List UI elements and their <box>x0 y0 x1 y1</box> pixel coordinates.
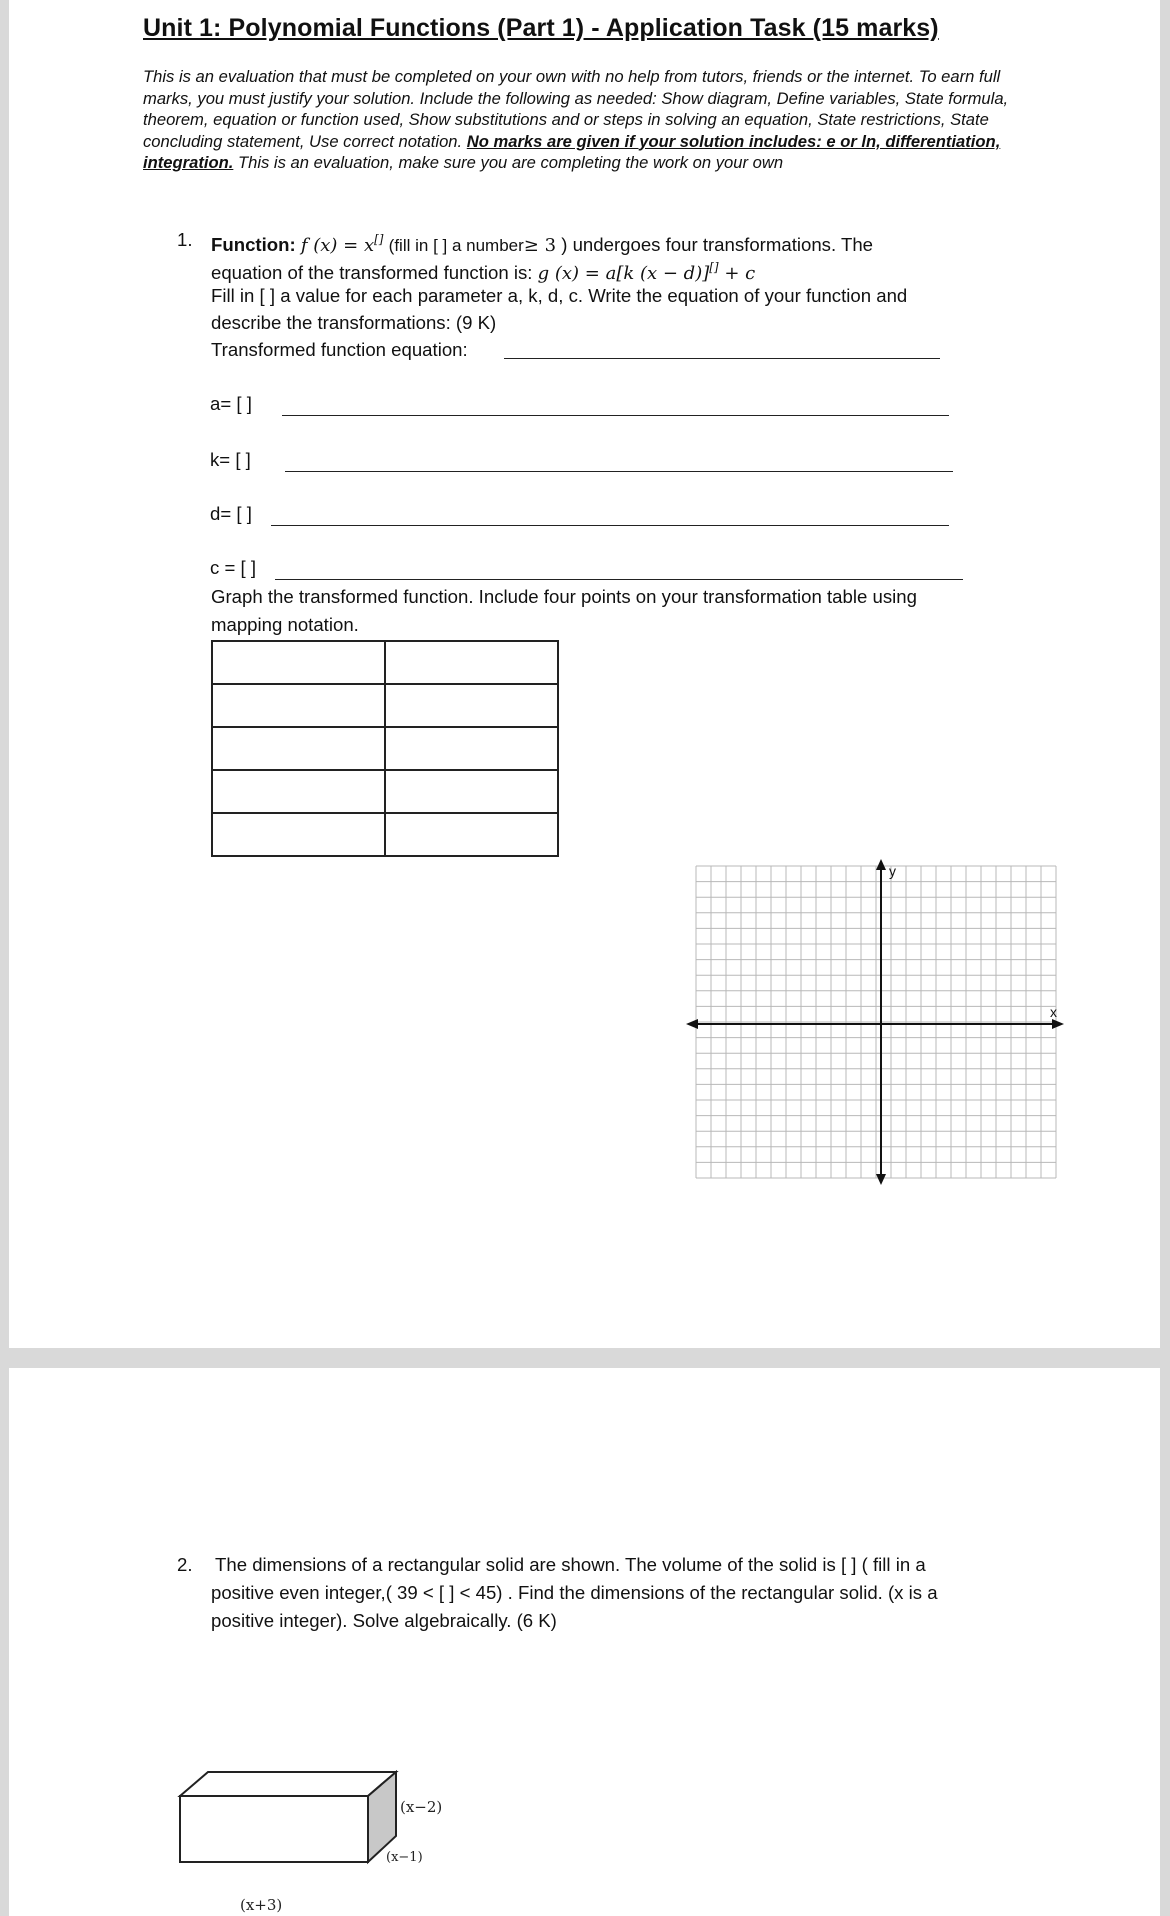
grid-lines <box>696 866 1056 1178</box>
table-cell[interactable] <box>212 813 385 856</box>
param-a-label: a= [ ] <box>210 393 252 414</box>
fill-note: (fill in [ ] a number <box>388 236 524 255</box>
y-axis-up-arrow <box>876 859 886 870</box>
param-d-answer-line[interactable] <box>271 525 949 526</box>
table-row <box>212 684 558 727</box>
question-2-line-3: positive integer). Solve algebraically. (6 K) <box>211 1610 557 1631</box>
graph-instructions-line-2: mapping notation. <box>211 614 359 635</box>
question-1-line-3: Fill in [ ] a value for each parameter a, k, d, c. Write the equation of your function and <box>211 285 908 306</box>
greater-equal-three: ≥ 3 <box>523 235 557 256</box>
f-expression: f (x) = x <box>300 235 375 256</box>
dimension-length: (x+3) <box>240 1896 283 1914</box>
table-cell[interactable] <box>385 813 558 856</box>
question-1-number: 1. <box>177 229 193 250</box>
g-expression: g (x) = a[k (x − d)] <box>537 263 710 284</box>
solid-top-face <box>180 1772 396 1796</box>
g-exponent: [] <box>709 260 719 274</box>
question-2-number: 2. <box>177 1554 193 1575</box>
fill-note-end: ) undergoes four transformations. The <box>561 234 873 255</box>
transformed-equation-answer-line[interactable] <box>504 358 940 359</box>
table-cell[interactable] <box>212 770 385 813</box>
dimension-depth: (x−1) <box>386 1850 423 1865</box>
param-k-label: k= [ ] <box>210 449 251 470</box>
question-2-line-1: The dimensions of a rectangular solid are shown. The volume of the solid is [ ] ( fill in a <box>215 1554 926 1575</box>
x-axis-right-arrow <box>1052 1019 1064 1029</box>
x-axis-label: x <box>1050 1004 1057 1020</box>
table-cell[interactable] <box>212 684 385 727</box>
instructions-emphasis: No marks are given if your solution includes: e or ln, differentiation, integration. <box>143 131 1001 172</box>
coordinate-grid[interactable] <box>686 858 1066 1186</box>
mapping-table <box>211 640 559 857</box>
dimension-height: (x−2) <box>400 1798 443 1816</box>
table-row <box>212 727 558 770</box>
instructions <box>143 66 1043 174</box>
question-1-line-4: describe the transformations: (9 K) <box>211 312 497 333</box>
param-d-label: d= [ ] <box>210 503 252 524</box>
param-c-answer-line[interactable] <box>275 579 963 580</box>
table-cell[interactable] <box>385 684 558 727</box>
y-axis-down-arrow <box>876 1174 886 1185</box>
table-cell[interactable] <box>385 770 558 813</box>
x-axis-left-arrow <box>686 1019 698 1029</box>
table-cell[interactable] <box>385 727 558 770</box>
table-row <box>212 813 558 856</box>
transformed-equation-label: Transformed function equation: <box>211 339 468 360</box>
page-1 <box>9 0 1160 1348</box>
param-c-label: c = [ ] <box>210 557 256 578</box>
param-k-answer-line[interactable] <box>285 471 953 472</box>
instructions-closing: This is an evaluation, make sure you are completing the work on your own <box>233 153 784 172</box>
table-row <box>212 641 558 684</box>
rectangular-solid-diagram <box>166 1768 466 1888</box>
table-cell[interactable] <box>385 641 558 684</box>
graph-instructions-line-1: Graph the transformed function. Include four points on your transformation table using <box>211 586 917 607</box>
table-cell[interactable] <box>212 727 385 770</box>
instructions-text: This is an evaluation that must be completed on your own with no help from tutors, friends or the internet. To earn full marks, you must justify your solution. Include the following as needed: Show diagram, Define variables, State formula, theorem, equation or function used, Show substitutions and or steps in solving an equation, State restrictions, State concluding statement, Use correct notation. <box>143 67 1009 151</box>
y-axis-label: y <box>889 863 896 879</box>
param-a-answer-line[interactable] <box>282 415 949 416</box>
page-title: Unit 1: Polynomial Functions (Part 1) - Application Task (15 marks) <box>143 14 939 42</box>
table-cell[interactable] <box>212 641 385 684</box>
question-2-line-2: positive even integer,( 39 < [ ] < 45) . Find the dimensions of the rectangular solid. (x is a <box>211 1582 938 1603</box>
function-label: Function: <box>211 234 296 255</box>
table-row <box>212 770 558 813</box>
f-exponent: [] <box>374 232 384 246</box>
g-tail: + c <box>718 263 756 284</box>
transformed-equation-intro: equation of the transformed function is: <box>211 262 538 283</box>
solid-front-face <box>180 1796 368 1862</box>
